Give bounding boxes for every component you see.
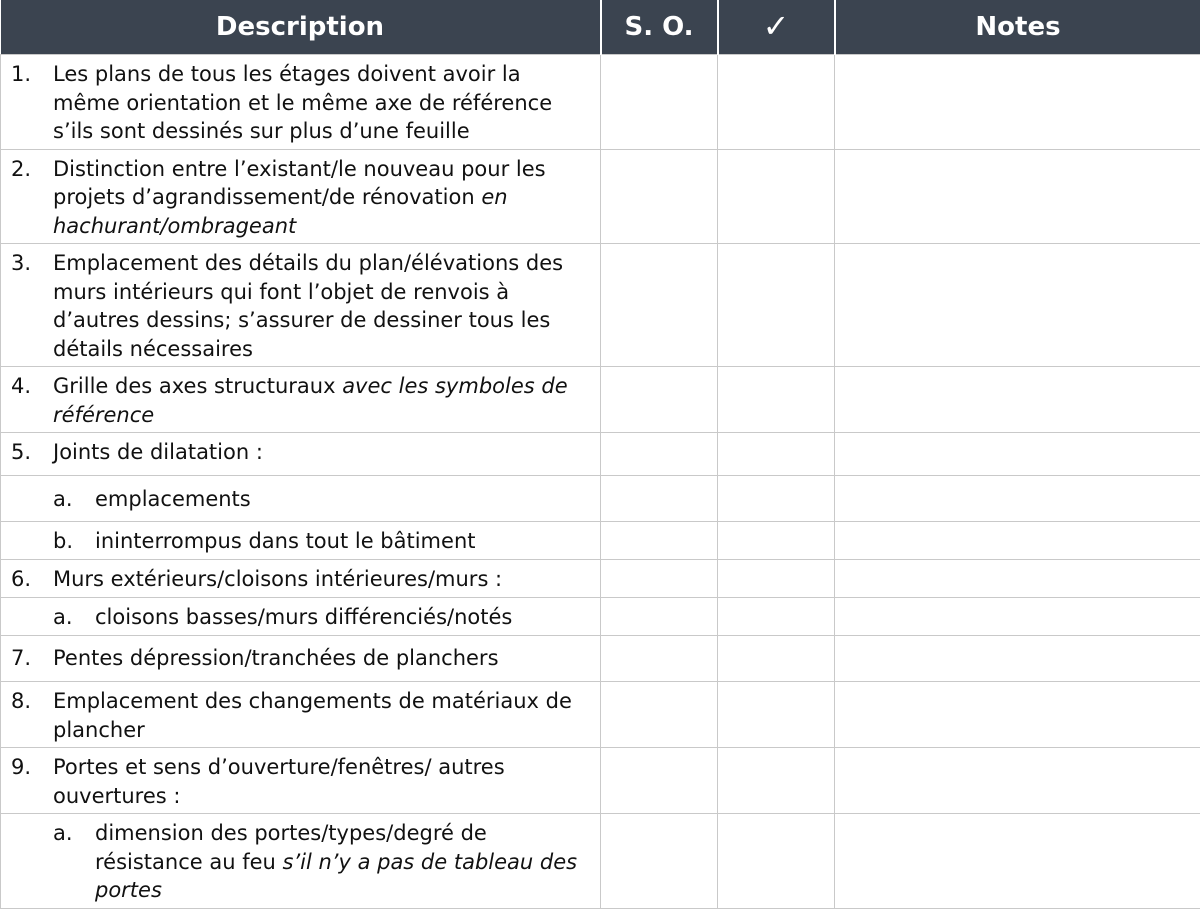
check-cell[interactable] xyxy=(718,433,835,476)
item-letter: a. xyxy=(53,819,95,905)
description-cell xyxy=(1,560,601,598)
description-cell xyxy=(1,244,601,367)
item-number: 1. xyxy=(11,60,53,146)
item-number: 8. xyxy=(11,687,53,744)
table-row xyxy=(1,55,1200,150)
description-cell xyxy=(1,522,601,560)
description-cell xyxy=(1,814,601,909)
item-number: 5. xyxy=(11,438,53,467)
item-text: ininterrompus dans tout le bâtiment xyxy=(95,527,475,556)
description-cell xyxy=(1,55,601,150)
item-text: Murs extérieurs/cloisons intérieures/murs : xyxy=(53,565,502,594)
checkmark-icon: ✓ xyxy=(763,7,790,45)
description-cell xyxy=(1,636,601,682)
so-cell[interactable] xyxy=(601,244,718,367)
so-cell[interactable] xyxy=(601,748,718,814)
item-text: Joints de dilatation : xyxy=(53,438,263,467)
table-row xyxy=(1,149,1200,244)
item-letter: a. xyxy=(53,485,95,514)
table-row xyxy=(1,367,1200,433)
item-text: Emplacement des changements de matériaux de plancher xyxy=(53,687,592,744)
table-row xyxy=(1,560,1200,598)
table-row xyxy=(1,476,1200,522)
check-cell[interactable] xyxy=(718,748,835,814)
notes-cell[interactable] xyxy=(835,598,1200,636)
notes-cell[interactable] xyxy=(835,433,1200,476)
item-number: 3. xyxy=(11,249,53,363)
check-cell[interactable] xyxy=(718,522,835,560)
so-cell[interactable] xyxy=(601,598,718,636)
notes-cell[interactable] xyxy=(835,748,1200,814)
check-cell[interactable] xyxy=(718,55,835,150)
item-text: Emplacement des détails du plan/élévations des murs intérieurs qui font l’objet de renvois à d’autres dessins; s’assurer de dessiner tous les détails nécessaires xyxy=(53,249,592,363)
notes-cell[interactable] xyxy=(835,636,1200,682)
table-row xyxy=(1,598,1200,636)
item-number: 7. xyxy=(11,644,53,673)
check-cell[interactable] xyxy=(718,244,835,367)
so-cell[interactable] xyxy=(601,367,718,433)
item-number: 4. xyxy=(11,372,53,429)
notes-cell[interactable] xyxy=(835,560,1200,598)
table-row xyxy=(1,433,1200,476)
check-cell[interactable] xyxy=(718,636,835,682)
table-row xyxy=(1,748,1200,814)
description-cell xyxy=(1,149,601,244)
description-cell xyxy=(1,476,601,522)
item-text: Grille des axes structuraux avec les symboles de référence xyxy=(53,372,592,429)
notes-cell[interactable] xyxy=(835,149,1200,244)
item-letter: b. xyxy=(53,527,95,556)
so-cell[interactable] xyxy=(601,560,718,598)
check-cell[interactable] xyxy=(718,814,835,909)
notes-cell[interactable] xyxy=(835,814,1200,909)
item-letter: a. xyxy=(53,603,95,632)
so-cell[interactable] xyxy=(601,55,718,150)
so-cell[interactable] xyxy=(601,476,718,522)
check-cell[interactable] xyxy=(718,476,835,522)
item-number: 6. xyxy=(11,565,53,594)
description-cell xyxy=(1,748,601,814)
so-cell[interactable] xyxy=(601,522,718,560)
description-cell xyxy=(1,433,601,476)
check-cell[interactable] xyxy=(718,598,835,636)
item-text: dimension des portes/types/degré de résistance au feu s’il n’y a pas de tableau des portes xyxy=(95,819,592,905)
item-number: 2. xyxy=(11,155,53,241)
header-check xyxy=(718,0,835,55)
header-notes: Notes xyxy=(835,0,1200,55)
check-cell[interactable] xyxy=(718,367,835,433)
header-description: Description xyxy=(1,0,601,55)
so-cell[interactable] xyxy=(601,433,718,476)
item-text: Pentes dépression/tranchées de planchers xyxy=(53,644,499,673)
item-text: emplacements xyxy=(95,485,251,514)
check-cell[interactable] xyxy=(718,682,835,748)
item-text: Portes et sens d’ouverture/fenêtres/ autres ouvertures : xyxy=(53,753,592,810)
so-cell[interactable] xyxy=(601,636,718,682)
description-cell xyxy=(1,598,601,636)
so-cell[interactable] xyxy=(601,682,718,748)
notes-cell[interactable] xyxy=(835,55,1200,150)
check-cell[interactable] xyxy=(718,560,835,598)
table-row xyxy=(1,244,1200,367)
item-text: Distinction entre l’existant/le nouveau pour les projets d’agrandissement/de rénovation en hachurant/ombrageant xyxy=(53,155,592,241)
table-row xyxy=(1,636,1200,682)
table-row xyxy=(1,522,1200,560)
table-row xyxy=(1,682,1200,748)
notes-cell[interactable] xyxy=(835,682,1200,748)
notes-cell[interactable] xyxy=(835,367,1200,433)
notes-cell[interactable] xyxy=(835,522,1200,560)
table-header xyxy=(1,0,1200,55)
description-cell xyxy=(1,367,601,433)
so-cell[interactable] xyxy=(601,149,718,244)
so-cell[interactable] xyxy=(601,814,718,909)
item-number: 9. xyxy=(11,753,53,810)
notes-cell[interactable] xyxy=(835,476,1200,522)
check-cell[interactable] xyxy=(718,149,835,244)
item-text: Les plans de tous les étages doivent avoir la même orientation et le même axe de référence s’ils sont dessinés sur plus d’une feuille xyxy=(53,60,592,146)
item-text: cloisons basses/murs différenciés/notés xyxy=(95,603,512,632)
notes-cell[interactable] xyxy=(835,244,1200,367)
header-so: S. O. xyxy=(601,0,718,55)
description-cell xyxy=(1,682,601,748)
table-row xyxy=(1,814,1200,909)
